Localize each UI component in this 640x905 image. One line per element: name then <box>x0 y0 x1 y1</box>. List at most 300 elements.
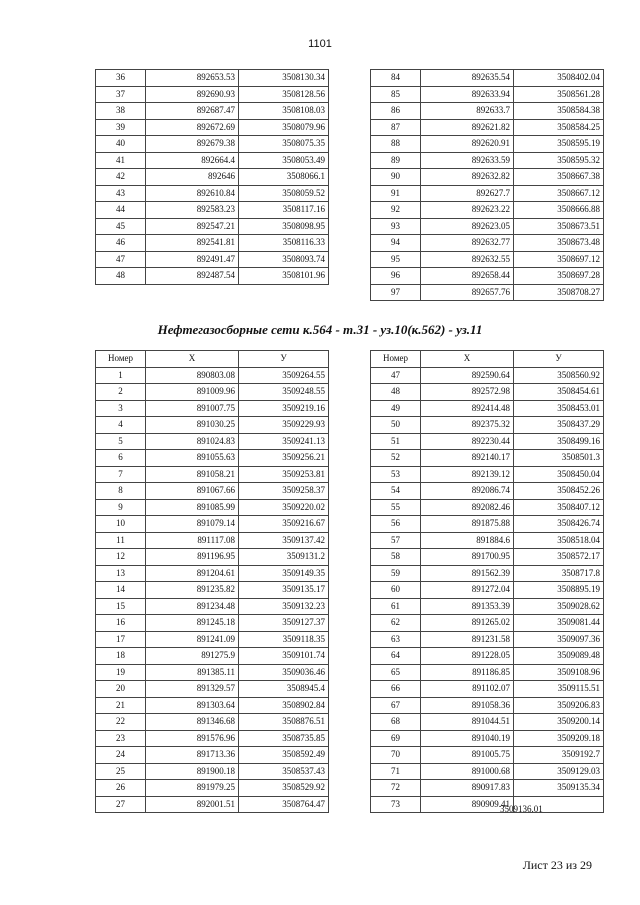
y-coordinate: 3508717.8 <box>514 565 604 582</box>
table-row <box>371 218 604 235</box>
coordinates-table-bottom-right <box>370 350 604 813</box>
y-coordinate: 3508108.03 <box>239 103 329 120</box>
point-number: 38 <box>96 103 146 120</box>
point-number: 50 <box>371 417 421 434</box>
table-row <box>371 664 604 681</box>
point-number: 47 <box>371 367 421 384</box>
x-coordinate: 891009.96 <box>146 384 239 401</box>
y-coordinate: 3509149.35 <box>239 565 329 582</box>
y-coordinate: 3509127.37 <box>239 615 329 632</box>
point-number: 96 <box>371 268 421 285</box>
x-coordinate: 891875.88 <box>421 516 514 533</box>
point-number: 87 <box>371 119 421 136</box>
table-row <box>96 730 329 747</box>
table-row <box>96 268 329 285</box>
table-row <box>371 615 604 632</box>
y-coordinate: 3508697.12 <box>514 251 604 268</box>
y-coordinate: 3509137.42 <box>239 532 329 549</box>
coordinates-table-top-left <box>95 69 329 285</box>
x-coordinate: 891245.18 <box>146 615 239 632</box>
y-coordinate: 3508518.04 <box>514 532 604 549</box>
point-number: 41 <box>96 152 146 169</box>
x-coordinate: 891079.14 <box>146 516 239 533</box>
y-coordinate: 3508407.12 <box>514 499 604 516</box>
x-coordinate: 891346.68 <box>146 714 239 731</box>
point-number: 69 <box>371 730 421 747</box>
point-number: 4 <box>96 417 146 434</box>
point-number: 3 <box>96 400 146 417</box>
table-row <box>371 763 604 780</box>
table-row <box>371 780 604 797</box>
table-row <box>371 730 604 747</box>
point-number: 71 <box>371 763 421 780</box>
point-number: 48 <box>96 268 146 285</box>
table-row <box>96 251 329 268</box>
table-row <box>371 631 604 648</box>
x-coordinate: 892541.81 <box>146 235 239 252</box>
table-row <box>96 70 329 87</box>
table-row <box>371 185 604 202</box>
header-y: У <box>514 351 604 368</box>
x-coordinate: 892487.54 <box>146 268 239 285</box>
y-coordinate: 3508945.4 <box>239 681 329 698</box>
y-coordinate: 3508093.74 <box>239 251 329 268</box>
y-coordinate: 3508673.51 <box>514 218 604 235</box>
header-x: X <box>421 351 514 368</box>
x-coordinate: 891228.05 <box>421 648 514 665</box>
x-coordinate: 890803.08 <box>146 367 239 384</box>
point-number: 24 <box>96 747 146 764</box>
x-coordinate: 892657.76 <box>421 284 514 301</box>
point-number: 88 <box>371 136 421 153</box>
y-coordinate: 3508895.19 <box>514 582 604 599</box>
y-coordinate: 3508537.43 <box>239 763 329 780</box>
x-coordinate: 891040.19 <box>421 730 514 747</box>
table-row <box>371 549 604 566</box>
y-coordinate: 3508666.88 <box>514 202 604 219</box>
y-coordinate: 3509115.51 <box>514 681 604 698</box>
y-coordinate: 3508075.35 <box>239 136 329 153</box>
x-coordinate: 892627.7 <box>421 185 514 202</box>
table-row <box>371 450 604 467</box>
y-coordinate: 3509220.02 <box>239 499 329 516</box>
point-number: 53 <box>371 466 421 483</box>
y-coordinate: 3508453.01 <box>514 400 604 417</box>
table-row <box>371 86 604 103</box>
header-number: Номер <box>371 351 421 368</box>
point-number: 72 <box>371 780 421 797</box>
y-coordinate: 3509028.62 <box>514 598 604 615</box>
y-coordinate: 3508764.47 <box>239 796 329 813</box>
y-coordinate: 3508402.04 <box>514 70 604 87</box>
y-coordinate: 3508673.48 <box>514 235 604 252</box>
point-number: 2 <box>96 384 146 401</box>
point-number: 8 <box>96 483 146 500</box>
point-number: 63 <box>371 631 421 648</box>
table-row <box>371 284 604 301</box>
point-number: 44 <box>96 202 146 219</box>
y-coordinate: 3509131.2 <box>239 549 329 566</box>
table-row <box>371 697 604 714</box>
y-coordinate: 3509256.21 <box>239 450 329 467</box>
table-row <box>371 251 604 268</box>
point-number: 56 <box>371 516 421 533</box>
table-row <box>96 86 329 103</box>
x-coordinate: 891085.99 <box>146 499 239 516</box>
table-row <box>371 532 604 549</box>
table-row <box>96 169 329 186</box>
x-coordinate: 892547.21 <box>146 218 239 235</box>
y-coordinate: 3509200.14 <box>514 714 604 731</box>
x-coordinate: 892635.54 <box>421 70 514 87</box>
table-row <box>96 516 329 533</box>
point-number: 27 <box>96 796 146 813</box>
x-coordinate: 892621.82 <box>421 119 514 136</box>
table-row <box>371 499 604 516</box>
x-coordinate: 891007.75 <box>146 400 239 417</box>
y-coordinate: 3508437.29 <box>514 417 604 434</box>
y-coordinate: 3508117.16 <box>239 202 329 219</box>
point-number: 13 <box>96 565 146 582</box>
x-coordinate: 891196.95 <box>146 549 239 566</box>
table-row <box>96 152 329 169</box>
point-number: 89 <box>371 152 421 169</box>
y-coordinate: 3508101.96 <box>239 268 329 285</box>
x-coordinate: 892230.44 <box>421 433 514 450</box>
x-coordinate: 892001.51 <box>146 796 239 813</box>
table-row <box>96 235 329 252</box>
y-coordinate: 3508667.12 <box>514 185 604 202</box>
table-row <box>371 516 604 533</box>
x-coordinate: 892082.46 <box>421 499 514 516</box>
x-coordinate: 892632.77 <box>421 235 514 252</box>
y-coordinate: 3508098.95 <box>239 218 329 235</box>
x-coordinate: 892491.47 <box>146 251 239 268</box>
table-row <box>96 202 329 219</box>
x-coordinate: 891102.07 <box>421 681 514 698</box>
y-coordinate: 3508561.28 <box>514 86 604 103</box>
point-number: 48 <box>371 384 421 401</box>
section-title: Нефтегазосборные сети к.564 - т.31 - уз.10(к.562) - уз.11 <box>157 322 483 337</box>
table-row <box>96 466 329 483</box>
x-coordinate: 890909.41 <box>421 796 514 813</box>
y-coordinate: 3508595.32 <box>514 152 604 169</box>
table-row <box>96 185 329 202</box>
table-row <box>96 103 329 120</box>
x-coordinate: 892623.22 <box>421 202 514 219</box>
y-coordinate: 3508902.84 <box>239 697 329 714</box>
point-number: 12 <box>96 549 146 566</box>
point-number: 70 <box>371 747 421 764</box>
table-row <box>371 796 604 813</box>
y-coordinate: 3508501.3 <box>514 450 604 467</box>
table-row <box>371 70 604 87</box>
point-number: 61 <box>371 598 421 615</box>
header-number: Номер <box>96 351 146 368</box>
table-row <box>96 136 329 153</box>
table-row <box>96 582 329 599</box>
y-coordinate: 3508584.38 <box>514 103 604 120</box>
y-coordinate: 3509129.03 <box>514 763 604 780</box>
table-row <box>371 747 604 764</box>
table-row <box>371 433 604 450</box>
y-coordinate: 3509241.13 <box>239 433 329 450</box>
coordinates-table-bottom-left <box>95 350 329 813</box>
point-number: 42 <box>96 169 146 186</box>
y-coordinate: 3509132.23 <box>239 598 329 615</box>
table-row <box>371 565 604 582</box>
y-coordinate: 3508116.33 <box>239 235 329 252</box>
point-number: 5 <box>96 433 146 450</box>
point-number: 26 <box>96 780 146 797</box>
y-coordinate: 3509216.67 <box>239 516 329 533</box>
y-coordinate: 3508450.04 <box>514 466 604 483</box>
y-coordinate: 3509229.93 <box>239 417 329 434</box>
x-coordinate: 891884.6 <box>421 532 514 549</box>
y-coordinate: 3508499.16 <box>514 433 604 450</box>
x-coordinate: 891275.9 <box>146 648 239 665</box>
point-number: 49 <box>371 400 421 417</box>
x-coordinate: 891353.39 <box>421 598 514 615</box>
point-number: 23 <box>96 730 146 747</box>
y-coordinate: 3509097.36 <box>514 631 604 648</box>
y-coordinate: 3508130.34 <box>239 70 329 87</box>
table-row <box>371 417 604 434</box>
table-row <box>371 483 604 500</box>
point-number: 66 <box>371 681 421 698</box>
table-row <box>371 268 604 285</box>
y-coordinate: 3508529.92 <box>239 780 329 797</box>
table-row <box>96 714 329 731</box>
table-row <box>96 400 329 417</box>
y-coordinate: 3509219.16 <box>239 400 329 417</box>
x-coordinate: 891067.66 <box>146 483 239 500</box>
table-row <box>96 664 329 681</box>
table-row <box>371 466 604 483</box>
point-number: 22 <box>96 714 146 731</box>
x-coordinate: 891265.02 <box>421 615 514 632</box>
point-number: 59 <box>371 565 421 582</box>
table-row <box>96 499 329 516</box>
y-coordinate: 3508592.49 <box>239 747 329 764</box>
x-coordinate: 892679.38 <box>146 136 239 153</box>
y-coordinate: 3509108.96 <box>514 664 604 681</box>
table-row <box>371 152 604 169</box>
point-number: 36 <box>96 70 146 87</box>
table-row <box>371 648 604 665</box>
x-coordinate: 892633.59 <box>421 152 514 169</box>
point-number: 68 <box>371 714 421 731</box>
point-number: 67 <box>371 697 421 714</box>
x-coordinate: 892633.7 <box>421 103 514 120</box>
point-number: 94 <box>371 235 421 252</box>
y-coordinate: 3509258.37 <box>239 483 329 500</box>
table-row <box>96 697 329 714</box>
table-row <box>96 532 329 549</box>
table-row <box>96 565 329 582</box>
x-coordinate: 891576.96 <box>146 730 239 747</box>
table-row <box>371 384 604 401</box>
x-coordinate: 891700.95 <box>421 549 514 566</box>
y-coordinate: 3508584.25 <box>514 119 604 136</box>
x-coordinate: 891030.25 <box>146 417 239 434</box>
x-coordinate: 892620.91 <box>421 136 514 153</box>
x-coordinate: 891713.36 <box>146 747 239 764</box>
table-row <box>371 367 604 384</box>
x-coordinate: 891562.39 <box>421 565 514 582</box>
x-coordinate: 892623.05 <box>421 218 514 235</box>
table-row <box>371 235 604 252</box>
table-row <box>371 681 604 698</box>
point-number: 60 <box>371 582 421 599</box>
table-row <box>371 202 604 219</box>
point-number: 52 <box>371 450 421 467</box>
point-number: 25 <box>96 763 146 780</box>
x-coordinate: 892646 <box>146 169 239 186</box>
y-coordinate: 3509101.74 <box>239 648 329 665</box>
point-number: 16 <box>96 615 146 632</box>
y-coordinate: 3508876.51 <box>239 714 329 731</box>
point-number: 92 <box>371 202 421 219</box>
point-number: 6 <box>96 450 146 467</box>
table-row <box>96 450 329 467</box>
y-coordinate: 3508454.61 <box>514 384 604 401</box>
y-coordinate: 3508128.56 <box>239 86 329 103</box>
point-number: 62 <box>371 615 421 632</box>
y-coordinate: 3509081.44 <box>514 615 604 632</box>
x-coordinate: 891272.04 <box>421 582 514 599</box>
x-coordinate: 892140.17 <box>421 450 514 467</box>
x-coordinate: 892414.48 <box>421 400 514 417</box>
x-coordinate: 892633.94 <box>421 86 514 103</box>
y-coordinate: 3508066.1 <box>239 169 329 186</box>
point-number: 18 <box>96 648 146 665</box>
table-row <box>96 119 329 136</box>
header-x: X <box>146 351 239 368</box>
table-row <box>96 218 329 235</box>
table-row <box>371 582 604 599</box>
point-number: 46 <box>96 235 146 252</box>
y-coordinate: 3508735.85 <box>239 730 329 747</box>
coordinates-table-top-right <box>370 69 604 301</box>
x-coordinate: 892664.4 <box>146 152 239 169</box>
table-row <box>96 483 329 500</box>
point-number: 90 <box>371 169 421 186</box>
point-number: 14 <box>96 582 146 599</box>
point-number: 91 <box>371 185 421 202</box>
x-coordinate: 892672.69 <box>146 119 239 136</box>
y-coordinate: 3508560.92 <box>514 367 604 384</box>
table-row <box>96 615 329 632</box>
y-coordinate: 3508697.28 <box>514 268 604 285</box>
point-number: 37 <box>96 86 146 103</box>
point-number: 10 <box>96 516 146 533</box>
table-row <box>371 169 604 186</box>
table-row <box>96 417 329 434</box>
point-number: 54 <box>371 483 421 500</box>
point-number: 97 <box>371 284 421 301</box>
point-number: 85 <box>371 86 421 103</box>
point-number: 21 <box>96 697 146 714</box>
x-coordinate: 892658.44 <box>421 268 514 285</box>
table-row <box>96 796 329 813</box>
y-coordinate: 3509264.55 <box>239 367 329 384</box>
x-coordinate: 892632.55 <box>421 251 514 268</box>
x-coordinate: 891117.08 <box>146 532 239 549</box>
point-number: 20 <box>96 681 146 698</box>
x-coordinate: 892572.98 <box>421 384 514 401</box>
x-coordinate: 891204.61 <box>146 565 239 582</box>
y-coordinate: 3508595.19 <box>514 136 604 153</box>
y-coordinate: 3509253.81 <box>239 466 329 483</box>
table-row <box>371 400 604 417</box>
point-number: 17 <box>96 631 146 648</box>
x-coordinate: 891234.48 <box>146 598 239 615</box>
table-row <box>371 119 604 136</box>
page-footer: Лист 23 из 29 <box>522 858 592 872</box>
x-coordinate: 891024.83 <box>146 433 239 450</box>
x-coordinate: 892690.93 <box>146 86 239 103</box>
y-coordinate: 3509209.18 <box>514 730 604 747</box>
table-row <box>96 549 329 566</box>
y-coordinate: 3508452.26 <box>514 483 604 500</box>
point-number: 84 <box>371 70 421 87</box>
y-coordinate: 3509192.7 <box>514 747 604 764</box>
header-y: У <box>239 351 329 368</box>
x-coordinate: 891235.82 <box>146 582 239 599</box>
point-number: 64 <box>371 648 421 665</box>
point-number: 11 <box>96 532 146 549</box>
x-coordinate: 892086.74 <box>421 483 514 500</box>
x-coordinate: 891058.36 <box>421 697 514 714</box>
y-coordinate: 3508708.27 <box>514 284 604 301</box>
y-coordinate: 3508667.38 <box>514 169 604 186</box>
table-row <box>96 598 329 615</box>
x-coordinate: 892139.12 <box>421 466 514 483</box>
table-row <box>96 631 329 648</box>
y-coordinate: 3509118.35 <box>239 631 329 648</box>
point-number: 7 <box>96 466 146 483</box>
point-number: 9 <box>96 499 146 516</box>
x-coordinate: 891231.58 <box>421 631 514 648</box>
table-row <box>96 433 329 450</box>
x-coordinate: 892375.32 <box>421 417 514 434</box>
point-number: 39 <box>96 119 146 136</box>
y-coordinate: 3508426.74 <box>514 516 604 533</box>
point-number: 47 <box>96 251 146 268</box>
table-row <box>96 780 329 797</box>
table-row <box>371 103 604 120</box>
x-coordinate: 891000.68 <box>421 763 514 780</box>
x-coordinate: 891900.18 <box>146 763 239 780</box>
x-coordinate: 892632.82 <box>421 169 514 186</box>
x-coordinate: 892653.53 <box>146 70 239 87</box>
x-coordinate: 892610.84 <box>146 185 239 202</box>
table-row <box>371 136 604 153</box>
page-number: 1101 <box>308 38 332 50</box>
y-coordinate: 3508053.49 <box>239 152 329 169</box>
y-coordinate: 3509036.46 <box>239 664 329 681</box>
y-coordinate: 3509089.48 <box>514 648 604 665</box>
x-coordinate: 892687.47 <box>146 103 239 120</box>
x-coordinate: 891058.21 <box>146 466 239 483</box>
point-number: 95 <box>371 251 421 268</box>
x-coordinate: 891055.63 <box>146 450 239 467</box>
table-row <box>96 384 329 401</box>
x-coordinate: 891385.11 <box>146 664 239 681</box>
table-row <box>96 747 329 764</box>
point-number: 51 <box>371 433 421 450</box>
